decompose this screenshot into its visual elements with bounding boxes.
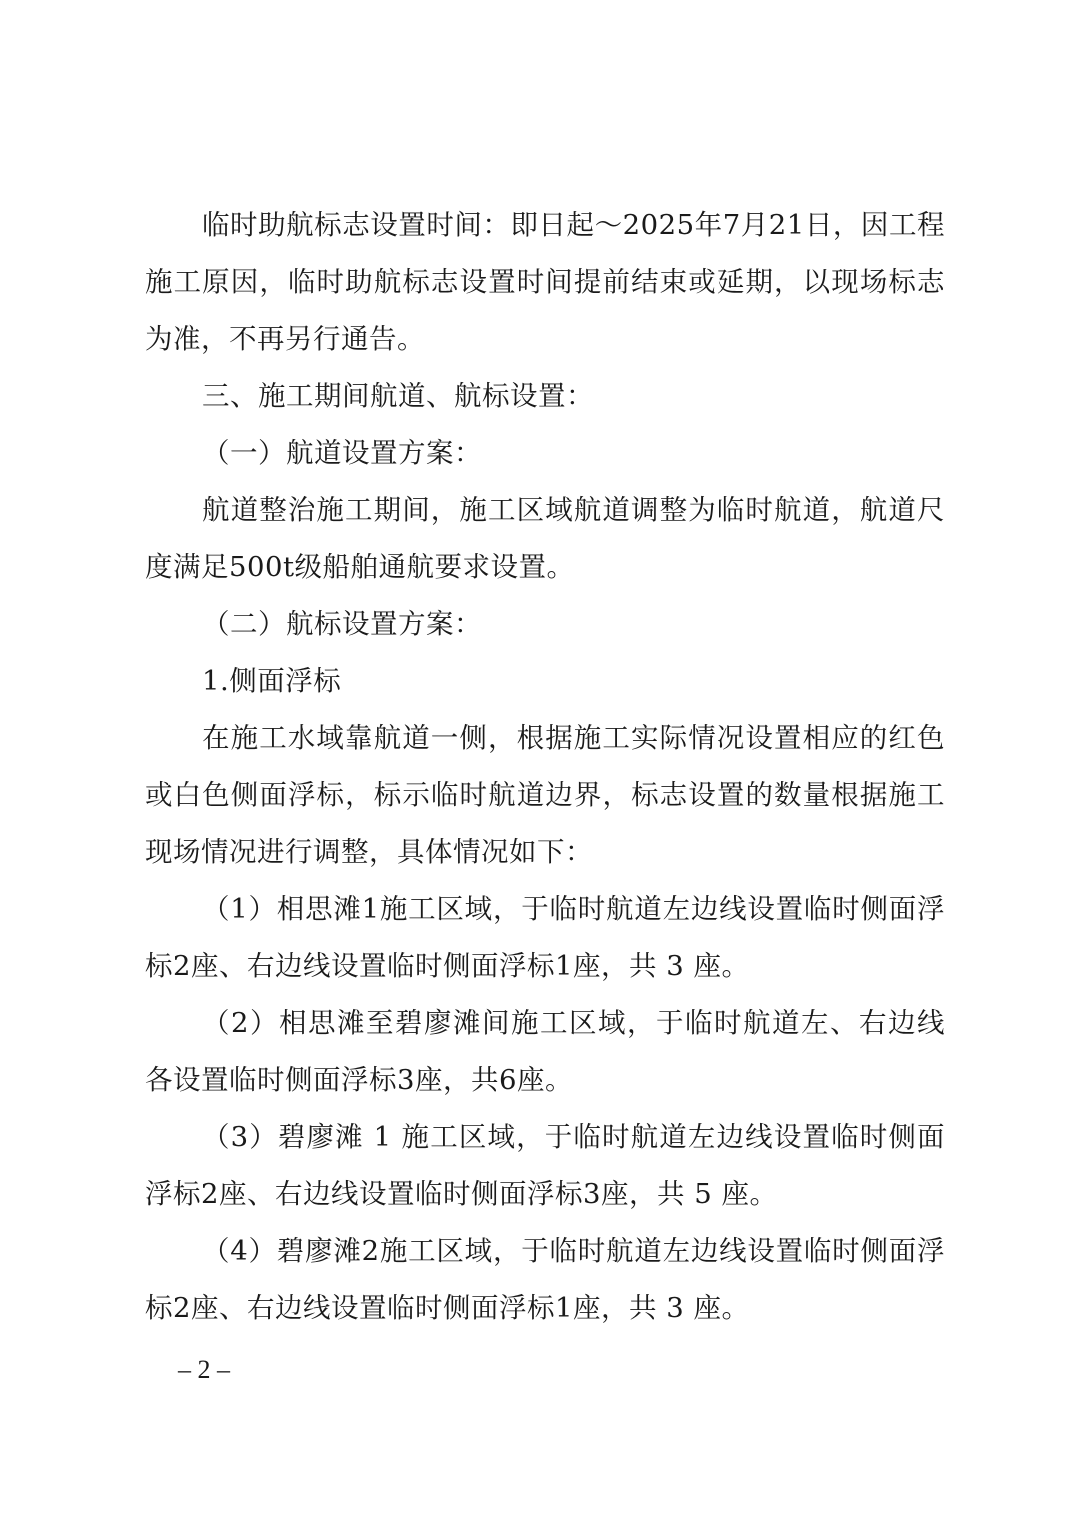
subsection-heading-channel-plan: （一）航道设置方案： bbox=[202, 437, 482, 469]
paragraph-side-buoy-description: 在施工水域靠航道一侧，根据施工实际情况设置相应的红色或白色侧面浮标，标示临时航道边界，标志设置的数量根据施工现场情况进行调整，具体情况如下： bbox=[145, 722, 945, 868]
list-item-area-4: （4）碧廖滩2施工区域，于临时航道左边线设置临时侧面浮标2座、右边线设置临时侧面浮标1座，共 3 座。 bbox=[145, 1235, 945, 1324]
item-heading-side-buoy: 1.侧面浮标 bbox=[202, 665, 342, 697]
paragraph-channel-plan: 航道整治施工期间，施工区域航道调整为临时航道，航道尺度满足500t级船舶通航要求设置。 bbox=[145, 494, 945, 583]
subsection-heading-buoy-plan: （二）航标设置方案： bbox=[202, 608, 482, 640]
section-heading-3: 三、施工期间航道、航标设置： bbox=[202, 380, 594, 412]
page-number: – 2 – bbox=[178, 1355, 230, 1384]
list-item-area-1: （1）相思滩1施工区域，于临时航道左边线设置临时侧面浮标2座、右边线设置临时侧面浮标1座，共 3 座。 bbox=[145, 893, 945, 982]
list-item-area-2: （2）相思滩至碧廖滩间施工区域，于临时航道左、右边线各设置临时侧面浮标3座，共6座。 bbox=[145, 1007, 945, 1096]
document-body bbox=[145, 197, 945, 1337]
paragraph-nav-aid-time: 临时助航标志设置时间：即日起～2025年7月21日，因工程施工原因，临时助航标志设置时间提前结束或延期，以现场标志为准，不再另行通告。 bbox=[145, 209, 945, 355]
list-item-area-3: （3）碧廖滩 1 施工区域，于临时航道左边线设置临时侧面浮标2座、右边线设置临时侧面浮标3座，共 5 座。 bbox=[145, 1121, 945, 1210]
